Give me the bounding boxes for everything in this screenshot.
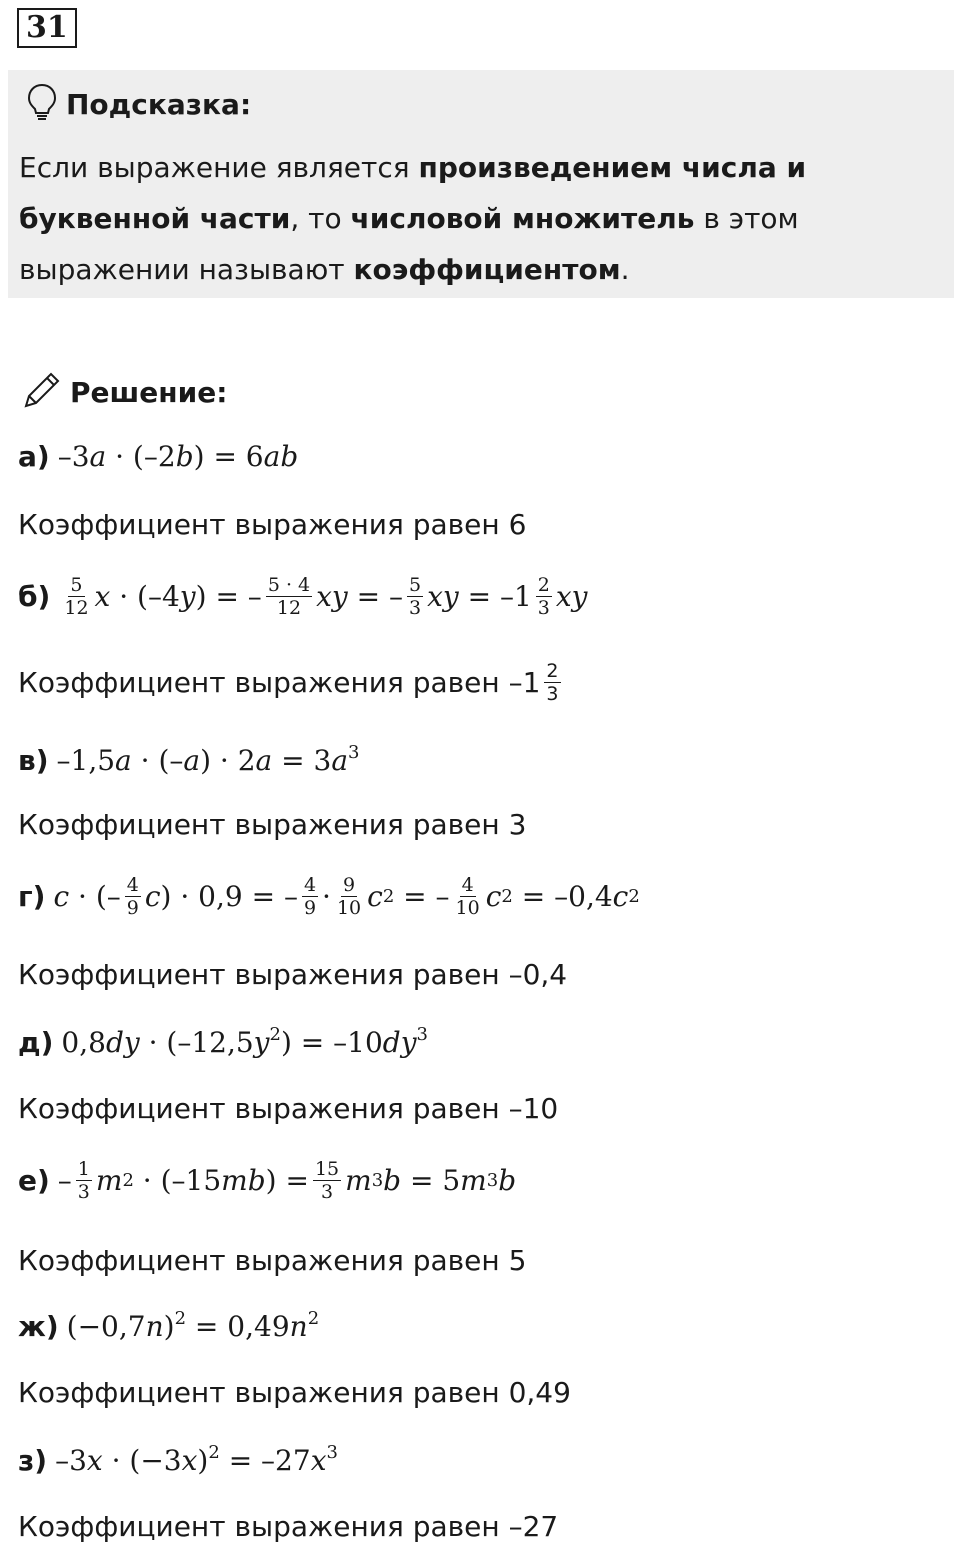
- hint-box: [8, 70, 954, 298]
- lightbulb-icon: [26, 82, 58, 126]
- coefficient-e: Коэффициент выражения равен 5: [18, 1244, 527, 1277]
- equation-a: а) –3a · (–2b) = 6ab: [18, 440, 299, 473]
- equation-zh: ж) $(-0,7n)^2 = 0,49n^2$: [18, 1308, 320, 1343]
- equation-g: г) c · (– $\frac{4}{9}$ c ) · 0,9 = – $\frac{4}{9}$ · $\frac{9}{10}$ c 2 = – $\frac{4}{10}$ c 2 = –0,4 c 2: [18, 874, 640, 919]
- task-number: 31: [17, 8, 77, 48]
- solution-title: Решение:: [70, 375, 228, 409]
- hint-text: Если выражение является произведением числа и буквенной части, то числовой множитель в этом выражении называют коэффициентом.: [19, 151, 807, 286]
- equation-d: д) $0,8dy \cdot (-12,5y^2) = -10dy^3$: [18, 1024, 428, 1059]
- equation-v: в) $-1,5a \cdot (-a) \cdot 2a = 3a^3$: [18, 742, 360, 777]
- coefficient-z: Коэффициент выражения равен –27: [18, 1510, 559, 1543]
- hint-header: [26, 82, 251, 126]
- coefficient-v: Коэффициент выражения равен 3: [18, 808, 527, 841]
- coefficient-zh: Коэффициент выражения равен 0,49: [18, 1376, 571, 1409]
- coefficient-a: Коэффициент выражения равен 6: [18, 508, 527, 541]
- hint-title: Подсказка:: [66, 87, 252, 121]
- pencil-icon: [20, 368, 64, 416]
- equation-b: б) $\frac{5}{12}$ x · (–4 y ) = – $\frac{5 \cdot 4}{12}$ xy = – $\frac{5}{3}$ xy = –1 $\frac{2}{3}$ xy: [18, 574, 588, 619]
- coefficient-d: Коэффициент выражения равен –10: [18, 1092, 559, 1125]
- solution-header: [20, 368, 227, 416]
- coefficient-b: Коэффициент выражения равен –1 $\frac{2}{3}$: [18, 660, 559, 705]
- equation-z: з) $-3x \cdot (-3x)^2 = -27x^3$: [18, 1442, 338, 1477]
- equation-e: е) – $\frac{1}{3}$ m 2 · (–15 mb ) = $\frac{15}{3}$ m 3 b = 5 m 3 b: [18, 1158, 517, 1203]
- coefficient-g: Коэффициент выражения равен –0,4: [18, 958, 568, 991]
